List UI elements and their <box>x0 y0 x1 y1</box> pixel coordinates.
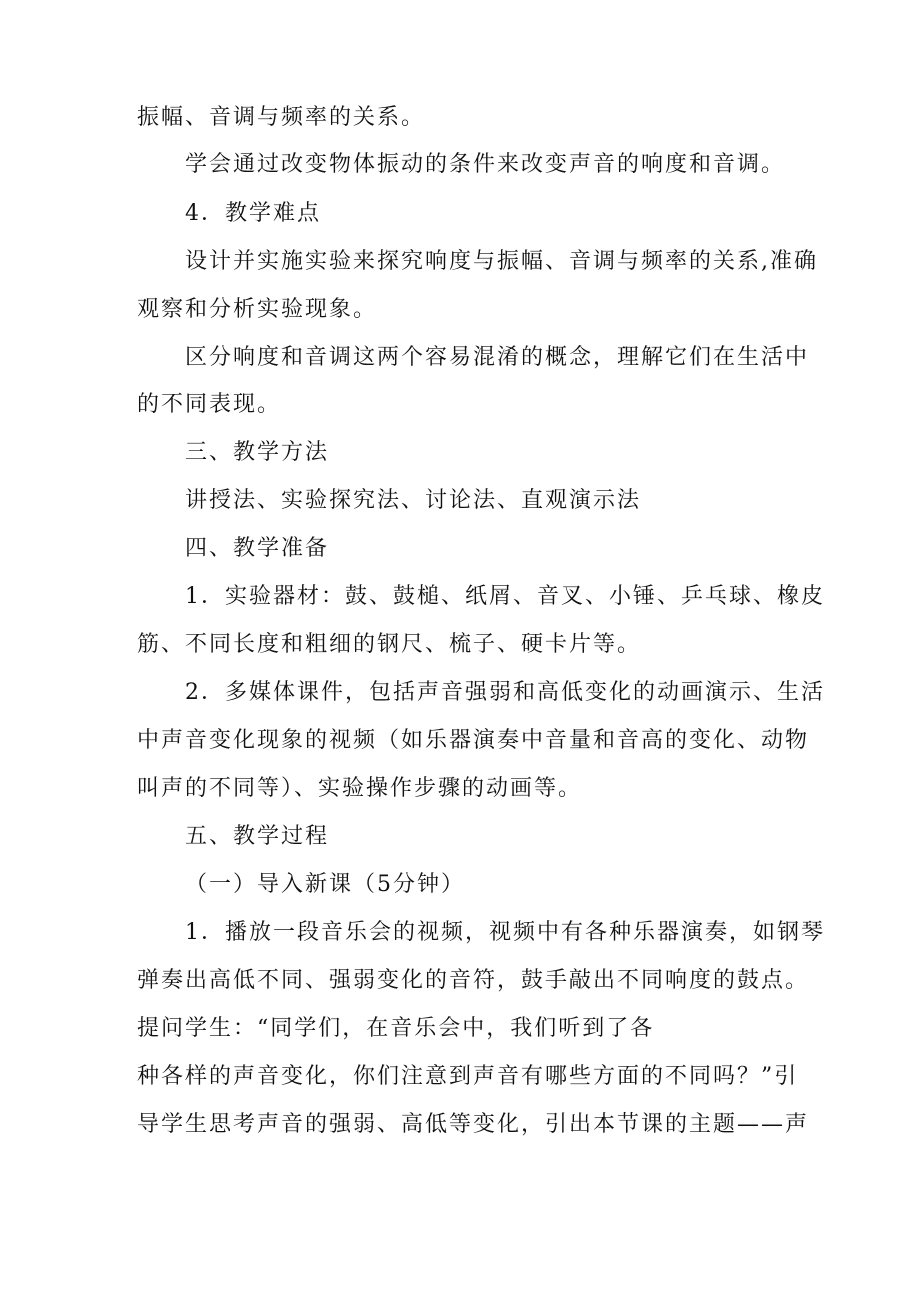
text-line-1: 振幅、音调与频率的关系。 <box>137 105 426 130</box>
section-heading-teaching-difficulty: 4．教学难点 <box>185 201 321 226</box>
text-line-13: 2．多媒体课件，包括声音强弱和高低变化的动画演示、生活 <box>185 680 825 705</box>
section-heading-teaching-process: 五、教学过程 <box>185 824 330 849</box>
text-line-4: 设计并实施实验来探究响度与振幅、音调与频率的关系,准确 <box>185 249 818 274</box>
text-line-15: 叫声的不同等）、实验操作步骤的动画等。 <box>137 776 583 801</box>
text-line-12: 筋、不同长度和粗细的钢尺、梳子、硬卡片等。 <box>137 632 642 657</box>
text-line-6: 区分响度和音调这两个容易混淆的概念，理解它们在生活中 <box>185 345 810 370</box>
text-line-5: 观察和分析实验现象。 <box>137 297 378 322</box>
text-line-21: 种各样的声音变化，你们注意到声音有哪些方面的不同吗？”引 <box>137 1064 799 1089</box>
text-line-2: 学会通过改变物体振动的条件来改变声音的响度和音调。 <box>185 152 786 177</box>
text-line-22: 导学生思考声音的强弱、高低等变化，引出本节课的主题——声 <box>137 1112 810 1137</box>
text-line-18: 1．播放一段音乐会的视频，视频中有各种乐器演奏，如钢琴 <box>185 920 825 945</box>
section-heading-teaching-methods: 三、教学方法 <box>185 440 330 465</box>
text-line-7: 的不同表现。 <box>137 392 282 417</box>
subsection-heading-introduction: （一）导入新课（5分钟） <box>185 872 465 897</box>
section-heading-teaching-preparation: 四、教学准备 <box>185 536 330 561</box>
text-line-9: 讲授法、实验探究法、讨论法、直观演示法 <box>185 488 642 513</box>
text-line-19: 弹奏出高低不同、强弱变化的音符，鼓手敲出不同响度的鼓点。 <box>137 968 810 993</box>
text-line-11: 1．实验器材：鼓、鼓槌、纸屑、音叉、小锤、乒乓球、橡皮 <box>185 584 825 609</box>
text-line-20: 提问学生：“同学们，在音乐会中，我们听到了各 <box>137 1016 655 1041</box>
text-line-14: 中声音变化现象的视频（如乐器演奏中音量和音高的变化、动物 <box>137 728 810 753</box>
